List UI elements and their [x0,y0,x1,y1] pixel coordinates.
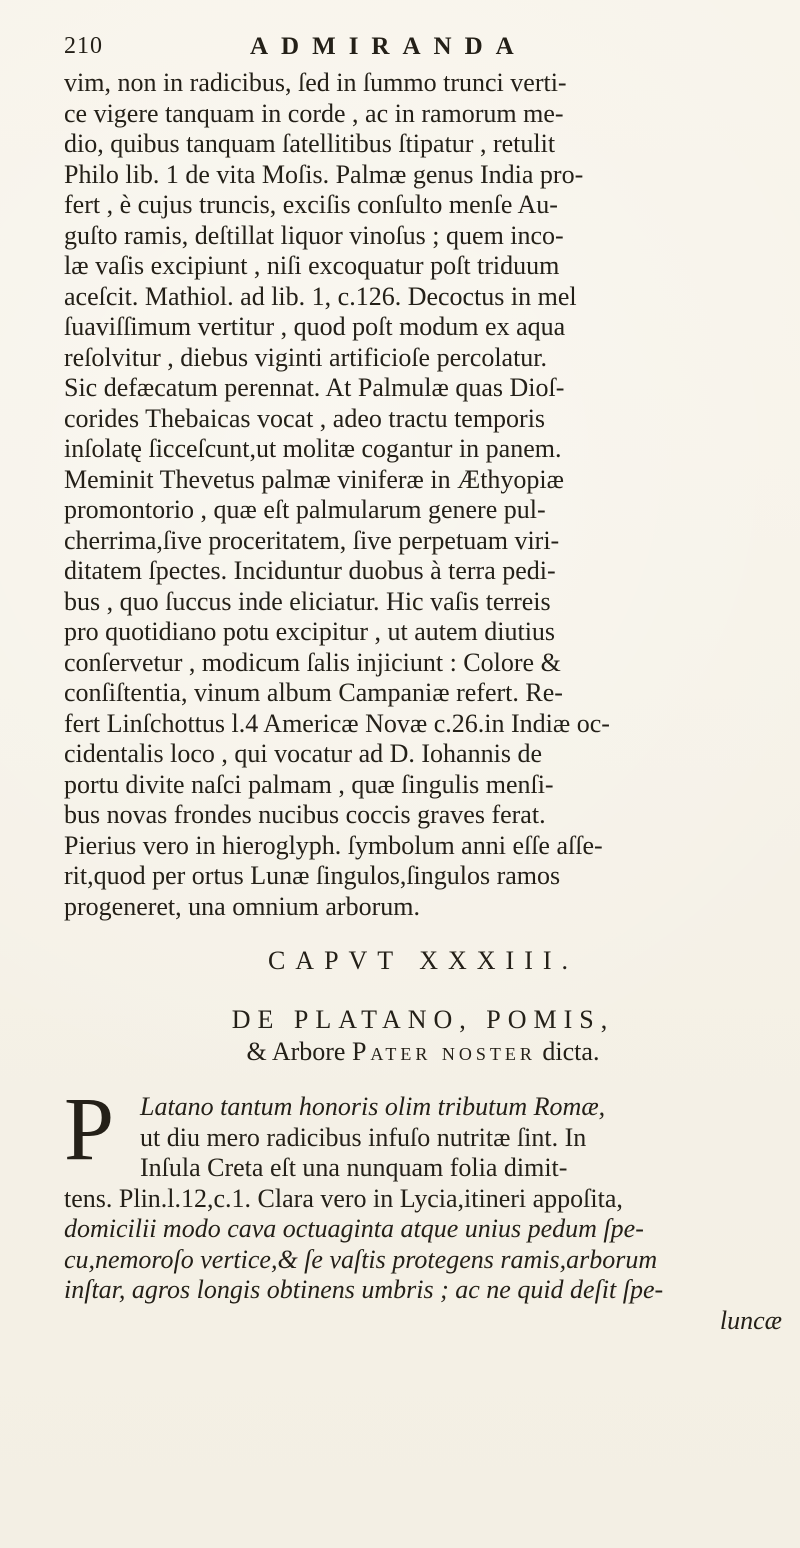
opening-line: ut diu mero radicibus infuſo nutritæ ſint. In [140,1122,587,1152]
text-line: cidentalis loco , qui vocatur ad D. Iohannis de [64,739,542,768]
chapter-subtitle-smallcaps: Pater noster [351,1037,536,1066]
text-line: inſolatę ſicceſcunt,ut molitæ cogantur in panem. [64,434,562,463]
chapter-subtitle-prefix: & Arbore [246,1037,352,1066]
paragraph-1 [64,68,782,922]
text-line: ſuaviſſimum vertitur , quod poſt modum ex aqua [64,312,566,341]
page-number: 210 [64,33,103,59]
drop-cap: P [64,1080,115,1179]
text-line: ce vigere tanquam in corde , ac in ramorum me- [64,98,564,128]
text-line: Sic defæcatum perennat. At Palmulæ quas Dioſ- [64,373,565,402]
running-title: ADMIRANDA [250,33,527,60]
chapter-title: CAPVT XXXIII. [267,946,579,975]
text-line: portu divite naſci palmam , quæ ſingulis menſi- [64,769,554,799]
text-line: corides Thebaicas vocat , adeo tractu temporis [64,403,546,433]
text-line: reſolvitur , diebus viginti artificioſe percolatur. [64,342,548,372]
text-line: bus , quo ſuccus inde eliciatur. Hic vaſis terreis [64,586,551,616]
text-line: ditatem ſpectes. Inciduntur duobus à terra pedi- [64,556,556,585]
text-line: Meminit Thevetus palmæ viniferæ in Æthyopiæ [64,464,564,494]
text-line: cherrima,ſive proceritatem, ſive perpetuam viri- [64,525,560,555]
opening-continued [64,1184,782,1306]
text-line: pro quotidiano potu excipitur , ut autem diutius [64,617,556,646]
text-line: rit,quod per ortus Lunæ ſingulos,ſingulos ramos [64,861,561,890]
catchword: luncæ [719,1305,782,1335]
chapter-subtitle [64,1004,782,1068]
text-line: conſiſtentia, vinum album Campaniæ refert. Re- [64,678,563,707]
text-line: Pierius vero in hieroglyph. ſymbolum anni eſſe aſſe- [64,830,603,860]
main-text [64,68,782,1336]
text-line: progeneret, una omnium arborum. [64,891,420,921]
opening-line: Inſula Creta eſt una nunquam folia dimit- [140,1153,568,1182]
text-line: guſto ramis, deſtillat liquor vinoſus ; quem inco- [64,220,564,250]
opening-line: domicilii modo cava octuaginta atque unius pedum ſpe- [64,1214,644,1243]
opening-line: Latano tantum honoris olim tributum Romæ, [140,1092,606,1121]
text-line: aceſcit. Mathiol. ad lib. 1, c.126. Decoctus in mel [64,281,577,311]
chapter-subtitle-line-1: DE PLATANO, POMIS, [231,1005,615,1034]
chapter-subtitle-line-2 [64,1036,782,1068]
text-line: Philo lib. 1 de vita Moſis. Palmæ genus India pro- [64,159,584,189]
text-line: dio, quibus tanquam ſatellitibus ſtipatur , retulit [64,129,556,158]
text-line: promontorio , quæ eſt palmularum genere pul- [64,495,546,524]
page-header [64,34,782,64]
opening-line: tens. Plin.l.12,c.1. Clara vero in Lycia,itineri appoſita, [64,1183,623,1213]
text-line: conſervetur , modicum ſalis injiciunt : Colore & [64,647,561,677]
chapter-subtitle-suffix: dicta. [535,1037,600,1066]
text-line: vim, non in radicibus, ſed in ſummo trunci verti- [64,68,567,97]
text-line: læ vaſis excipiunt , niſi excoquatur poſt triduum [64,251,560,280]
text-line: fert , è cujus truncis, exciſis conſulto menſe Au- [64,190,558,219]
text-line: bus novas frondes nucibus coccis graves ferat. [64,800,546,829]
opening-line: cu,nemoroſo vertice,& ſe vaſtis protegens ramis,arborum [64,1244,658,1274]
opening-line: inſtar, agros longis obtinens umbris ; ac ne quid deſit ſpe- [64,1275,664,1304]
opening-text [140,1092,782,1184]
chapter-opening [64,1080,782,1184]
text-line: fert Linſchottus l.4 Americæ Novæ c.26.in Indiæ oc- [64,708,610,738]
